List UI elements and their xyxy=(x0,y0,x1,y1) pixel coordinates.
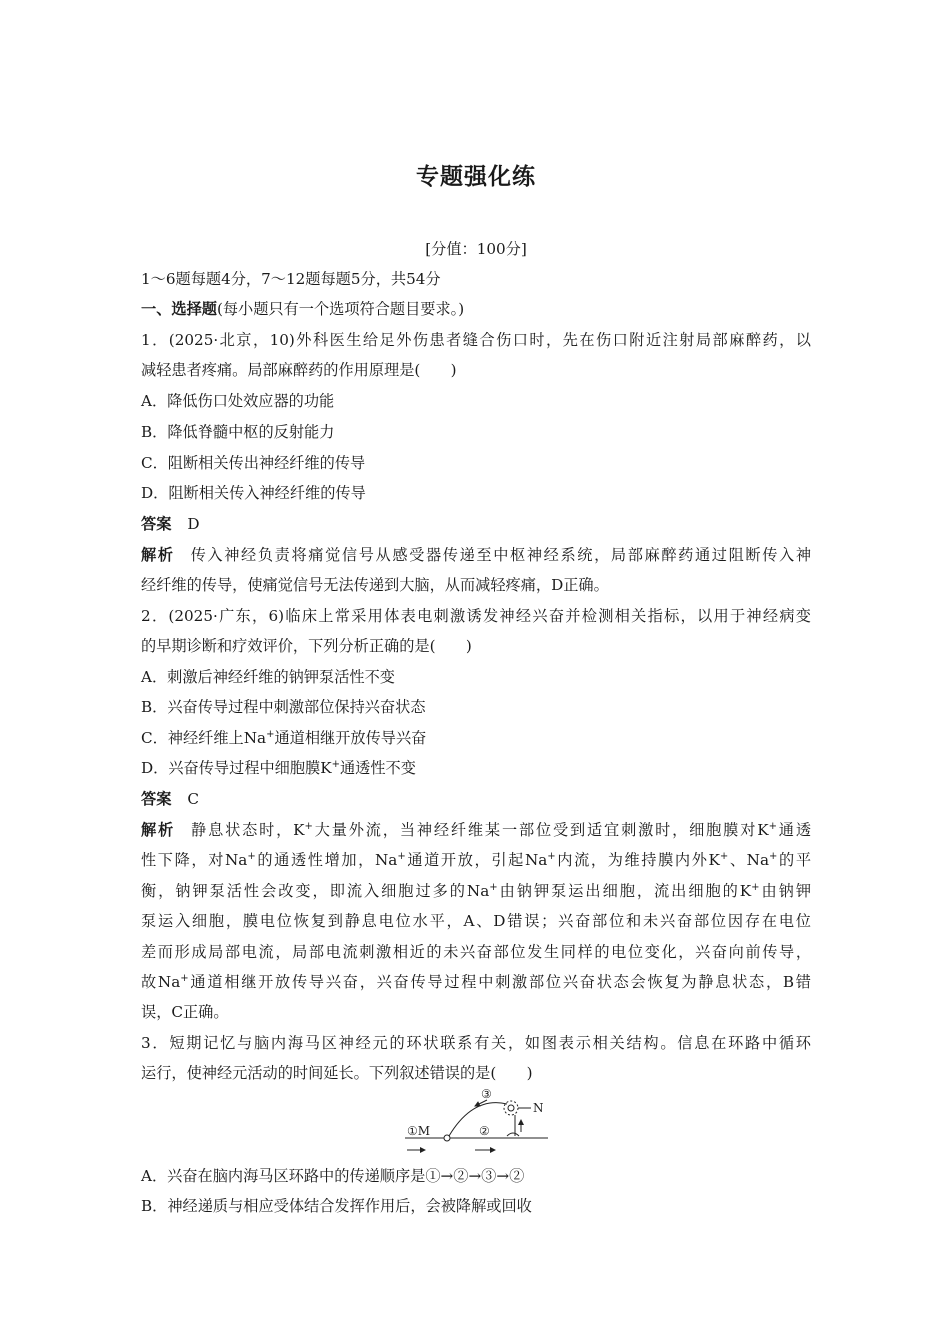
instructions: 1～6题每题4分，7～12题每题5分，共54分 xyxy=(141,270,441,288)
q1-option-b: B．降低脊髓中枢的反射能力 xyxy=(141,423,335,441)
analysis-text: 静息状态时，K xyxy=(191,821,305,839)
neuron-n-body xyxy=(508,1105,514,1111)
q1-option-a: A．降低伤口处效应器的功能 xyxy=(141,392,335,410)
superscript-plus: + xyxy=(769,851,778,862)
option-text: C．神经纤维上Na xyxy=(141,729,267,747)
analysis-text: 衡，钠钾泵活性会改变，即流入细胞过多的Na xyxy=(141,882,490,900)
q1-analysis-line1 xyxy=(141,545,811,565)
analysis-label: 解析 xyxy=(141,546,175,564)
option-text: 通透性不变 xyxy=(339,759,416,777)
label-1m: ①M xyxy=(407,1124,431,1138)
label-3: ③ xyxy=(481,1087,492,1101)
analysis-text: 性下降，对Na xyxy=(141,851,248,869)
analysis-text: 通道开放，引起Na xyxy=(405,851,548,869)
superscript-plus: + xyxy=(266,729,275,740)
superscript-plus: + xyxy=(489,882,498,893)
score-line: [分值：100分] xyxy=(425,240,527,258)
q3-option-a: A．兴奋在脑内海马区环路中的传递顺序是①→②→③→② xyxy=(141,1167,525,1185)
q1-option-c: C．阻断相关传出神经纤维的传导 xyxy=(141,454,366,472)
analysis-text: 大量外流，当神经纤维某一部位受到适宜刺激时，细胞膜对K xyxy=(312,821,769,839)
option-text: 通道相继开放传导兴奋 xyxy=(274,729,427,747)
circuit-diagram xyxy=(403,1086,553,1158)
q2-stem-line1: 2．(2025·广东，6)临床上常采用体表电刺激诱发神经兴奋并检测相关指标，以用于神经病变 xyxy=(141,607,811,625)
q2-analysis-line2 xyxy=(141,850,811,870)
q2-stem-line2: 的早期诊断和疗效评价，下列分析正确的是( ) xyxy=(141,637,472,655)
analysis-text: 、Na xyxy=(728,851,770,869)
q1-option-d: D．阻断相关传入神经纤维的传导 xyxy=(141,484,366,502)
option-text: D．兴奋传导过程中细胞膜K xyxy=(141,759,332,777)
q2-answer xyxy=(141,789,811,809)
q1-analysis-line2: 经纤维的传导，使痛觉信号无法传递到大脑，从而减轻疼痛，D正确。 xyxy=(141,576,609,594)
q2-analysis-line7: 误，C正确。 xyxy=(141,1003,229,1021)
q2-option-b: B．兴奋传导过程中刺激部位保持兴奋状态 xyxy=(141,698,426,716)
q2-option-a: A．刺激后神经纤维的钠钾泵活性不变 xyxy=(141,668,395,686)
q3-option-b: B．神经递质与相应受体结合发挥作用后，会被降解或回收 xyxy=(141,1197,532,1215)
analysis-text: 的平 xyxy=(777,851,812,869)
q2-analysis-line5: 差而形成局部电流，局部电流刺激相近的未兴奋部位发生同样的电位变化，兴奋向前传导， xyxy=(141,943,811,961)
superscript-plus: + xyxy=(304,821,313,832)
q1-stem-line1: 1．(2025·北京，10)外科医生给足外伤患者缝合伤口时，先在伤口附近注射局部麻醉药，以 xyxy=(141,331,811,349)
analysis-text: 内流，为维持膜内外K xyxy=(555,851,720,869)
label-2: ② xyxy=(479,1124,490,1138)
analysis-text: 由钠钾泵运出细胞，流出细胞的K xyxy=(497,882,752,900)
superscript-plus: + xyxy=(547,851,556,862)
superscript-plus: + xyxy=(180,973,189,984)
page-title: 专题强化练 xyxy=(416,164,536,190)
analysis-text: 故Na xyxy=(141,973,181,991)
section-heading xyxy=(141,299,811,319)
superscript-plus: + xyxy=(768,821,777,832)
q3-stem-line1: 3．短期记忆与脑内海马区神经元的环状联系有关，如图表示相关结构。信息在环路中循环 xyxy=(141,1034,811,1052)
analysis-text: 的通透性增加，Na xyxy=(255,851,398,869)
q1-answer xyxy=(141,514,811,534)
analysis-label: 解析 xyxy=(141,821,176,839)
analysis-text: 通道相继开放传导兴奋，兴奋传导过程中刺激部位兴奋状态会恢复为静息状态，B错 xyxy=(188,973,811,991)
answer-label: 答案 xyxy=(141,790,172,808)
q2-analysis-line1 xyxy=(141,820,811,840)
section-note: (每小题只有一个选项符合题目要求。) xyxy=(216,300,465,318)
q2-analysis-line3 xyxy=(141,881,811,901)
section-label: 一、选择题 xyxy=(141,300,217,318)
q2-analysis-line6 xyxy=(141,972,811,992)
superscript-plus: + xyxy=(247,851,256,862)
neural-circuit-figure xyxy=(403,1086,553,1158)
q1-stem-line2: 减轻患者疼痛。局部麻醉药的作用原理是( ) xyxy=(141,361,457,379)
analysis-text: 通透 xyxy=(776,821,812,839)
superscript-plus: + xyxy=(397,851,406,862)
superscript-plus: + xyxy=(751,882,760,893)
q2-option-d xyxy=(141,758,811,778)
q3-stem-line2: 运行，使神经元活动的时间延长。下列叙述错误的是( ) xyxy=(141,1064,533,1082)
synapse-curve xyxy=(507,1133,519,1136)
answer-label: 答案 xyxy=(141,515,172,533)
analysis-text: 传入神经负责将痛觉信号从感受器传递至中枢神经系统，局部麻醉药通过阻断传入神 xyxy=(190,546,812,564)
loop-arc xyxy=(449,1103,507,1136)
superscript-plus: + xyxy=(331,759,340,770)
answer-value: D xyxy=(187,515,200,533)
answer-value: C xyxy=(187,790,199,808)
superscript-plus: + xyxy=(719,851,729,862)
q2-analysis-line4: 泵运入细胞，膜电位恢复到静息电位水平，A、D错误；兴奋部位和未兴奋部位因存在电位 xyxy=(141,912,811,930)
q2-option-c xyxy=(141,728,811,748)
label-n: N xyxy=(533,1101,544,1115)
analysis-text: 由钠钾 xyxy=(759,882,812,900)
